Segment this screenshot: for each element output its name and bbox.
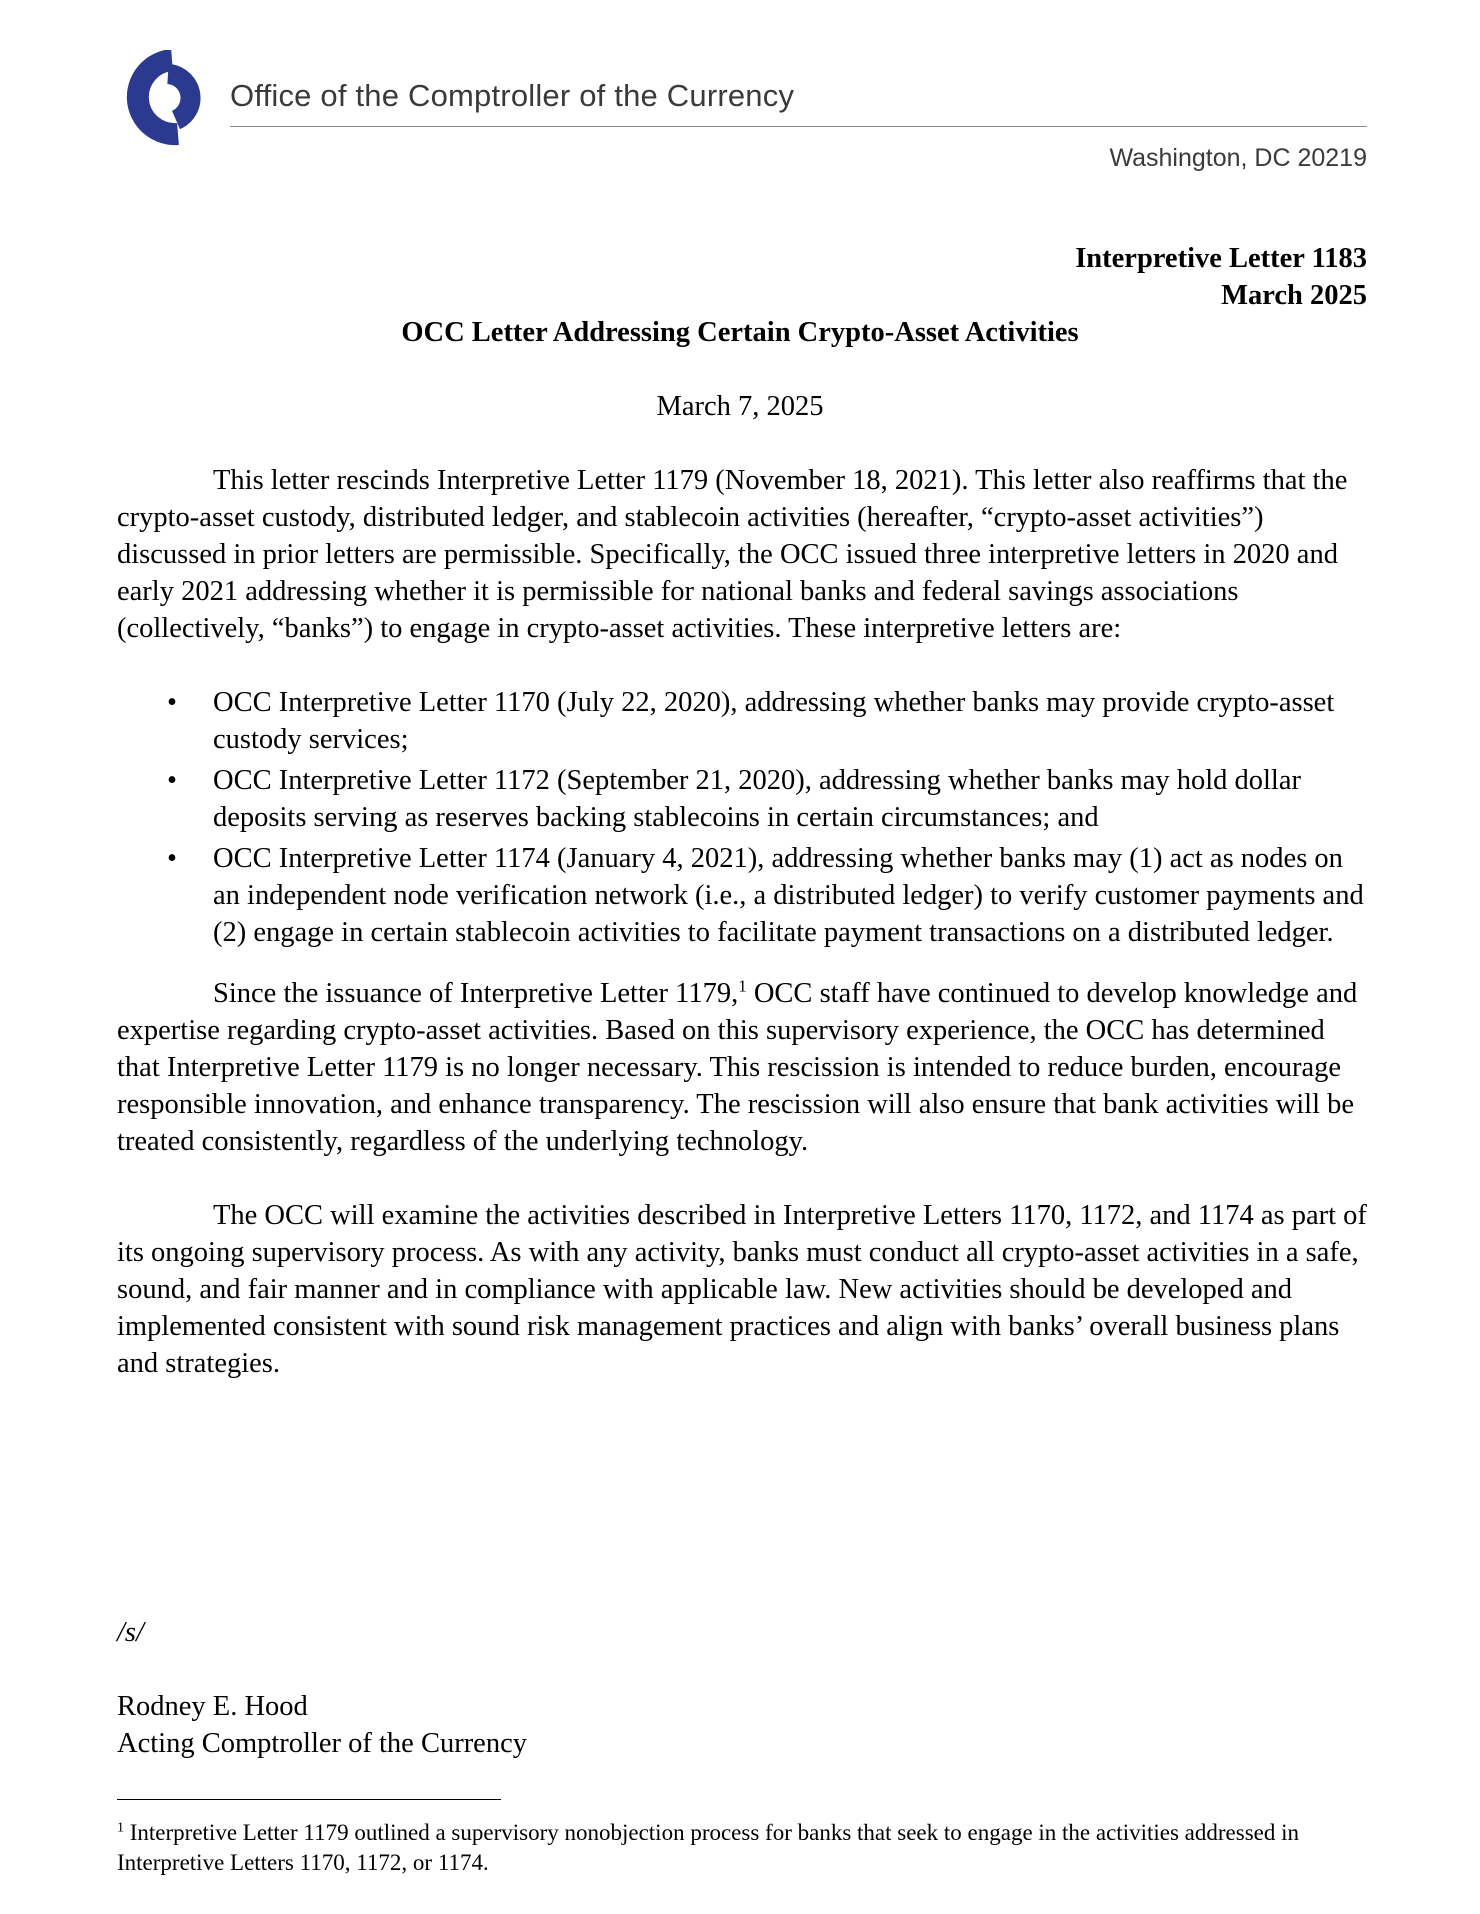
document-date: March 7, 2025 xyxy=(656,391,824,422)
document-title: OCC Letter Addressing Certain Crypto-Asset Activities xyxy=(401,317,1079,348)
header-divider xyxy=(230,126,1367,127)
letter-month: March 2025 xyxy=(1221,280,1367,311)
letter-body xyxy=(117,462,1367,1382)
bullet-icon: • xyxy=(167,687,177,718)
letter-number: Interpretive Letter 1183 xyxy=(1075,243,1367,274)
footnote-marker: 1 xyxy=(117,1820,124,1836)
office-location: Washington, DC 20219 xyxy=(1109,144,1367,172)
paragraph-rescission xyxy=(117,975,1367,1160)
list-item-text: OCC Interpretive Letter 1170 (July 22, 2020), addressing whether banks may provide crypto-asset custody services; xyxy=(213,687,1335,755)
footnote-divider xyxy=(117,1799,501,1800)
interpretive-letters-list xyxy=(117,684,1367,951)
paragraph-supervision: The OCC will examine the activities described in Interpretive Letters 1170, 1172, and 1174 as part of its ongoing supervisory process. As with any activity, banks must conduct all crypto-asset activities in a safe, sound, and fair manner and in compliance with applicable law. New activities should be developed and implemented consistent with sound risk management practices and align with banks’ overall business plans and strategies. xyxy=(117,1200,1367,1379)
footnote xyxy=(117,1818,1367,1878)
signature-mark: /s/ xyxy=(117,1617,144,1648)
signature-block xyxy=(117,1688,527,1762)
list-item-text: OCC Interpretive Letter 1172 (September 21, 2020), addressing whether banks may hold dollar deposits serving as reserves backing stablecoins in certain circumstances; and xyxy=(213,765,1301,833)
list-item-text: OCC Interpretive Letter 1174 (January 4, 2021), addressing whether banks may (1) act as nodes on an independent node verification network (i.e., a distributed ledger) to verify customer payments and (2) engage in certain stablecoin activities to facilitate payment transactions on a distributed ledger. xyxy=(213,843,1364,948)
bullet-icon: • xyxy=(167,765,177,796)
bullet-icon: • xyxy=(167,843,177,874)
signer-title: Acting Comptroller of the Currency xyxy=(117,1728,527,1759)
paragraph-text: OCC staff have continued to develop knowledge and expertise regarding crypto-asset activities. Based on this supervisory experience, the OCC has determined that Interpretive Letter 1179 is no longer necessary. This rescission is intended to reduce burden, encourage responsible innovation, and enhance transparency. The rescission will also ensure that bank activities will be treated consistently, regardless of the underlying technology. xyxy=(117,978,1358,1157)
occ-logo-icon xyxy=(116,50,206,146)
signer-name: Rodney E. Hood xyxy=(117,1691,308,1722)
list-item xyxy=(117,762,1367,836)
footnote-reference[interactable]: 1 xyxy=(738,976,747,996)
organization-name: Office of the Comptroller of the Currency xyxy=(230,78,795,113)
list-item xyxy=(117,684,1367,758)
footnote-text: Interpretive Letter 1179 outlined a supervisory nonobjection process for banks that seek to engage in the activities addressed in Interpretive Letters 1170, 1172, or 1174. xyxy=(117,1820,1299,1875)
paragraph-intro: This letter rescinds Interpretive Letter 1179 (November 18, 2021). This letter also reaffirms that the crypto-asset custody, distributed ledger, and stablecoin activities (hereafter, “crypto-asset activities”) discussed in prior letters are permissible. Specifically, the OCC issued three interpretive letters in 2020 and early 2021 addressing whether it is permissible for national banks and federal savings associations (collectively, “banks”) to engage in crypto-asset activities. These interpretive letters are: xyxy=(117,465,1348,644)
list-item xyxy=(117,840,1367,951)
paragraph-text: Since the issuance of Interpretive Letter 1179, xyxy=(213,978,739,1009)
letter-reference xyxy=(1075,240,1367,314)
